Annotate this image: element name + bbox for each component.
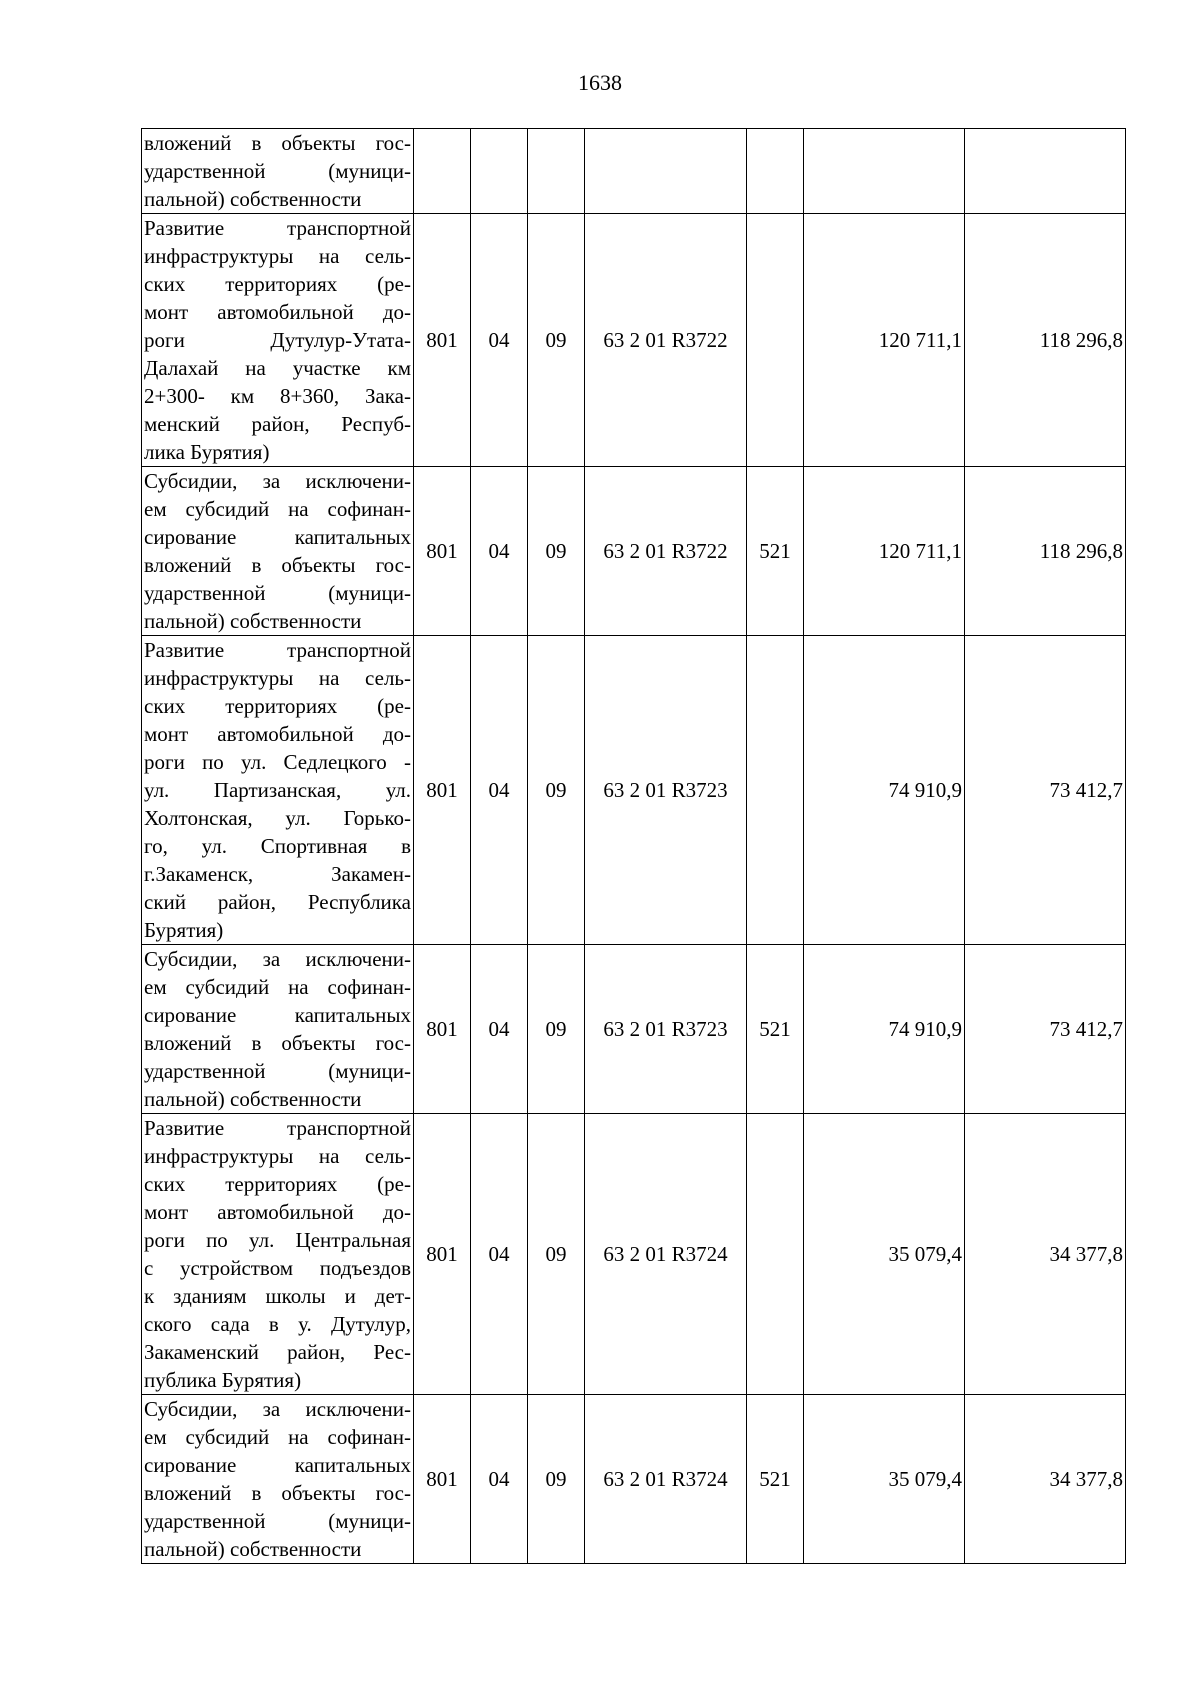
amount-year2-cell: 118 296,8: [965, 214, 1126, 467]
section-code-cell: 04: [471, 1114, 528, 1395]
expense-type-cell: [747, 1114, 804, 1395]
admin-code-cell: 801: [414, 214, 471, 467]
section-code-cell: 04: [471, 1395, 528, 1564]
amount-year1-cell: [804, 129, 965, 214]
description-line: инфраструктуры на сель-: [144, 666, 411, 690]
description-line: ем субсидий на софинан-: [144, 497, 411, 521]
expense-type-cell: 521: [747, 945, 804, 1114]
page-number: 1638: [578, 70, 622, 95]
expense-type-cell: 521: [747, 1395, 804, 1564]
description-line: вложений в объекты гос-: [144, 1031, 411, 1055]
description-line: вложений в объекты гос-: [144, 131, 411, 155]
section-code-cell: 04: [471, 467, 528, 636]
description-line: вложений в объекты гос-: [144, 553, 411, 577]
description-line: с устройством подъездов: [144, 1256, 411, 1280]
admin-code-cell: 801: [414, 467, 471, 636]
description-line: ских территориях (ре-: [144, 272, 411, 296]
description-line: ударственной (муници-: [144, 1509, 411, 1533]
description-line: Холтонская, ул. Горько-: [144, 806, 411, 830]
row-description: [142, 129, 414, 214]
description-line: сирование капитальных: [144, 1003, 411, 1027]
row-description: [142, 945, 414, 1114]
description-line: го, ул. Спортивная в: [144, 834, 411, 858]
description-line: пальной) собственности: [144, 1537, 362, 1561]
amount-year1-cell: 74 910,9: [804, 945, 965, 1114]
description-line: роги по ул. Седлецкого -: [144, 750, 411, 774]
description-line: Субсидии, за исключени-: [144, 1397, 411, 1421]
expense-type-cell: 521: [747, 467, 804, 636]
amount-year2-cell: 73 412,7: [965, 945, 1126, 1114]
description-line: Бурятия): [144, 918, 224, 942]
description-line: Развитие транспортной: [144, 638, 411, 662]
amount-year1-cell: 35 079,4: [804, 1395, 965, 1564]
description-line: сирование капитальных: [144, 1453, 411, 1477]
description-line: монт автомобильной до-: [144, 1200, 411, 1224]
amount-year1-cell: 74 910,9: [804, 636, 965, 945]
section-code-cell: 04: [471, 636, 528, 945]
description-line: ем субсидий на софинан-: [144, 975, 411, 999]
description-line: Субсидии, за исключени-: [144, 469, 411, 493]
target-article-cell: 63 2 01 R3723: [585, 636, 747, 945]
description-line: монт автомобильной до-: [144, 300, 411, 324]
subsection-code-cell: 09: [528, 1395, 585, 1564]
section-code-cell: 04: [471, 945, 528, 1114]
amount-year1-cell: 120 711,1: [804, 214, 965, 467]
target-article-cell: 63 2 01 R3722: [585, 467, 747, 636]
target-article-cell: 63 2 01 R3723: [585, 945, 747, 1114]
table-row: [142, 467, 1126, 636]
description-line: ского сада в у. Дутулур,: [144, 1312, 411, 1336]
table-row: [142, 129, 1126, 214]
amount-year1-cell: 35 079,4: [804, 1114, 965, 1395]
section-code-cell: 04: [471, 214, 528, 467]
description-line: Развитие транспортной: [144, 1116, 411, 1140]
budget-table: [141, 128, 1126, 1564]
description-line: Субсидии, за исключени-: [144, 947, 411, 971]
description-line: вложений в объекты гос-: [144, 1481, 411, 1505]
description-line: инфраструктуры на сель-: [144, 1144, 411, 1168]
row-description: [142, 467, 414, 636]
description-line: Закаменский район, Рес-: [144, 1340, 411, 1364]
expense-type-cell: [747, 636, 804, 945]
subsection-code-cell: 09: [528, 945, 585, 1114]
description-line: 2+300- км 8+360, Зака-: [144, 384, 411, 408]
row-description: [142, 214, 414, 467]
table-row: [142, 1114, 1126, 1395]
subsection-code-cell: 09: [528, 214, 585, 467]
description-line: лика Бурятия): [144, 440, 270, 464]
admin-code-cell: 801: [414, 945, 471, 1114]
amount-year2-cell: 34 377,8: [965, 1395, 1126, 1564]
subsection-code-cell: [528, 129, 585, 214]
description-line: Развитие транспортной: [144, 216, 411, 240]
row-description: [142, 636, 414, 945]
row-description: [142, 1114, 414, 1395]
description-line: инфраструктуры на сель-: [144, 244, 411, 268]
amount-year2-cell: [965, 129, 1126, 214]
section-code-cell: [471, 129, 528, 214]
description-line: менский район, Респуб-: [144, 412, 411, 436]
description-line: ударственной (муници-: [144, 581, 411, 605]
target-article-cell: 63 2 01 R3724: [585, 1395, 747, 1564]
description-line: ский район, Республика: [144, 890, 411, 914]
description-line: г.Закаменск, Закамен-: [144, 862, 411, 886]
row-description: [142, 1395, 414, 1564]
description-line: ских территориях (ре-: [144, 1172, 411, 1196]
table-row: [142, 636, 1126, 945]
description-line: роги Дутулур-Утата-: [144, 328, 411, 352]
subsection-code-cell: 09: [528, 1114, 585, 1395]
table-row: [142, 945, 1126, 1114]
description-line: публика Бурятия): [144, 1368, 302, 1392]
admin-code-cell: [414, 129, 471, 214]
description-line: ударственной (муници-: [144, 159, 411, 183]
description-line: пальной) собственности: [144, 609, 362, 633]
target-article-cell: 63 2 01 R3722: [585, 214, 747, 467]
subsection-code-cell: 09: [528, 636, 585, 945]
description-line: пальной) собственности: [144, 1087, 362, 1111]
amount-year1-cell: 120 711,1: [804, 467, 965, 636]
table-row: [142, 1395, 1126, 1564]
admin-code-cell: 801: [414, 636, 471, 945]
amount-year2-cell: 34 377,8: [965, 1114, 1126, 1395]
description-line: ских территориях (ре-: [144, 694, 411, 718]
admin-code-cell: 801: [414, 1395, 471, 1564]
description-line: монт автомобильной до-: [144, 722, 411, 746]
description-line: роги по ул. Центральная: [144, 1228, 411, 1252]
target-article-cell: 63 2 01 R3724: [585, 1114, 747, 1395]
description-line: ул. Партизанская, ул.: [144, 778, 411, 802]
expense-type-cell: [747, 129, 804, 214]
admin-code-cell: 801: [414, 1114, 471, 1395]
description-line: сирование капитальных: [144, 525, 411, 549]
target-article-cell: [585, 129, 747, 214]
amount-year2-cell: 73 412,7: [965, 636, 1126, 945]
description-line: ем субсидий на софинан-: [144, 1425, 411, 1449]
subsection-code-cell: 09: [528, 467, 585, 636]
description-line: ударственной (муници-: [144, 1059, 411, 1083]
amount-year2-cell: 118 296,8: [965, 467, 1126, 636]
description-line: Далахай на участке км: [144, 356, 411, 380]
description-line: к зданиям школы и дет-: [144, 1284, 411, 1308]
description-line: пальной) собственности: [144, 187, 362, 211]
table-row: [142, 214, 1126, 467]
expense-type-cell: [747, 214, 804, 467]
